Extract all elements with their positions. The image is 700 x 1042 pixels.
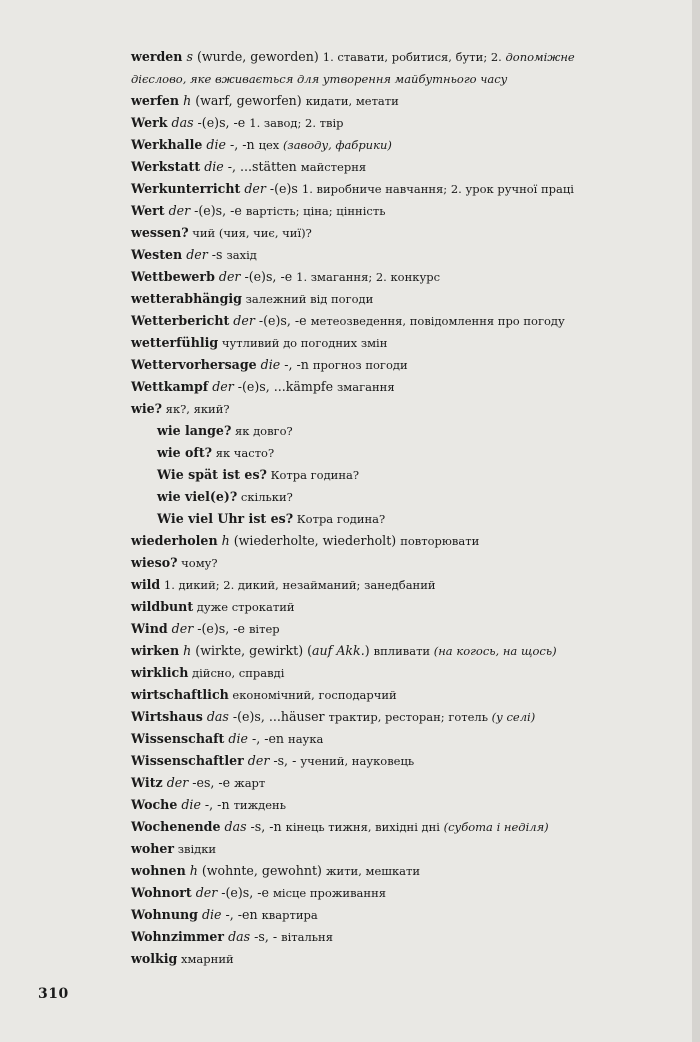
dictionary-entry xyxy=(131,178,631,200)
headword: wie? xyxy=(131,401,163,416)
translation-note: (на когось, на щось) xyxy=(433,644,557,658)
grammar-forms: -, -en xyxy=(251,731,289,746)
grammar-forms: -(e)s, -e xyxy=(194,203,246,218)
grammar-forms: ) xyxy=(364,643,374,658)
translation: вітальня xyxy=(281,930,333,944)
headword: Wirtshaus xyxy=(131,709,203,724)
translation: захід xyxy=(226,248,257,262)
grammar-label: das xyxy=(202,709,233,724)
grammar-label: der xyxy=(243,753,274,768)
grammar-forms: -, -en xyxy=(225,907,262,922)
grammar-forms: (warf, geworfen) xyxy=(195,93,306,108)
grammar-label: die xyxy=(256,357,285,372)
headword: Werkunterricht xyxy=(131,181,241,196)
grammar-forms: -es, -e xyxy=(192,775,235,790)
headword: wetterfühlig xyxy=(131,335,219,350)
grammar-label: der xyxy=(167,621,198,636)
dictionary-entry xyxy=(131,354,631,376)
translation: впливати xyxy=(373,644,434,658)
grammar-forms: (wurde, geworden) xyxy=(196,49,323,64)
grammar-label: die xyxy=(177,797,205,812)
dictionary-entry xyxy=(131,772,631,794)
translation: 1. ставати, робитися, бути; 2. xyxy=(322,50,506,64)
dictionary-entry xyxy=(131,398,631,420)
grammar-label: der xyxy=(240,181,270,196)
dictionary-entry xyxy=(131,244,631,266)
grammar-label: die xyxy=(224,731,252,746)
translation: вітер xyxy=(248,622,280,636)
dictionary-entry xyxy=(131,860,631,882)
headword: Wohnzimmer xyxy=(131,929,225,944)
translation: кидати, метати xyxy=(305,94,399,108)
translation: залежний від погоди xyxy=(241,292,374,306)
grammar-forms: -, -n xyxy=(229,137,259,152)
grammar-label: der xyxy=(162,775,193,790)
grammar-label: das xyxy=(224,929,255,944)
dictionary-entry xyxy=(131,948,631,970)
dictionary-entry xyxy=(131,112,631,134)
grammar-forms: -, -n xyxy=(204,797,234,812)
translation: дуже строкатий xyxy=(193,600,295,614)
translation: 1. виробниче навчання; 2. урок ручної праці xyxy=(301,182,574,196)
dictionary-entry xyxy=(131,332,631,354)
translation-note: (у селі) xyxy=(491,710,536,724)
headword: Wie viel Uhr ist es? xyxy=(157,511,294,526)
headword: Wohnung xyxy=(131,907,198,922)
grammar-label: das xyxy=(167,115,198,130)
headword: wiederholen xyxy=(131,533,218,548)
headword: Werkstatt xyxy=(131,159,201,174)
translation: тиждень xyxy=(233,798,286,812)
dictionary-entry xyxy=(131,574,631,596)
translation: кінець тижня, вихідні дні xyxy=(285,820,444,834)
translation: цех xyxy=(258,138,283,152)
headword: werden xyxy=(131,49,183,64)
translation: учений, науковець xyxy=(300,754,415,768)
dictionary-entry xyxy=(131,222,631,244)
grammar-forms: -, ...stätten xyxy=(227,159,301,174)
dictionary-entry xyxy=(131,596,631,618)
translation: хмарний xyxy=(177,952,234,966)
page-edge-shadow xyxy=(692,0,700,1042)
headword: wieso? xyxy=(131,555,178,570)
translation: чий (чия, чиє, чиї)? xyxy=(188,226,312,240)
grammar-label: das xyxy=(220,819,251,834)
dictionary-entry xyxy=(131,420,631,442)
grammar-forms: -(e)s, -e xyxy=(197,621,249,636)
headword: Wissenschaft xyxy=(131,731,225,746)
translation: прогноз погоди xyxy=(312,358,408,372)
translation: скільки? xyxy=(237,490,293,504)
grammar-label: h xyxy=(179,93,196,108)
headword: Werkhalle xyxy=(131,137,203,152)
grammar-forms: -(e)s, -e xyxy=(244,269,297,284)
grammar-forms: (wohnte, gewohnt) xyxy=(201,863,326,878)
translation: звідки xyxy=(174,842,217,856)
translation: наука xyxy=(288,732,324,746)
dictionary-entries xyxy=(131,46,631,970)
headword: wild xyxy=(131,577,161,592)
grammar-label: h xyxy=(217,533,234,548)
headword: wirken xyxy=(131,643,180,658)
dictionary-entry xyxy=(131,530,631,552)
dictionary-entry xyxy=(131,134,631,156)
translation: вартість; ціна; цінність xyxy=(245,204,386,218)
headword: wirklich xyxy=(131,665,189,680)
headword: wirtschaftlich xyxy=(131,687,229,702)
grammar-forms: -s xyxy=(211,247,227,262)
grammar-forms: -(e)s, -e xyxy=(221,885,273,900)
headword: wohnen xyxy=(131,863,186,878)
dictionary-entry xyxy=(131,706,631,728)
dictionary-entry xyxy=(131,508,631,530)
headword: Westen xyxy=(131,247,183,262)
translation: місце проживання xyxy=(272,886,386,900)
translation-note: (заводу, фабрики) xyxy=(282,138,392,152)
grammar-forms: (wiederholte, wiederholt) xyxy=(233,533,401,548)
grammar-label: s xyxy=(182,49,197,64)
dictionary-entry xyxy=(131,750,631,772)
grammar-label: die xyxy=(202,137,230,152)
headword: Witz xyxy=(131,775,163,790)
dictionary-entry xyxy=(131,926,631,948)
headword: Wettervorhersage xyxy=(131,357,257,372)
grammar-forms: -(e)s xyxy=(269,181,302,196)
dictionary-entry xyxy=(131,90,631,112)
dictionary-entry xyxy=(131,288,631,310)
translation: дійсно, справді xyxy=(188,666,285,680)
headword: wessen? xyxy=(131,225,189,240)
dictionary-entry xyxy=(131,200,631,222)
grammar-label: die xyxy=(200,159,228,174)
translation-note: (субота і неділя) xyxy=(443,820,549,834)
dictionary-entry xyxy=(131,266,631,288)
dictionary-entry xyxy=(131,728,631,750)
dictionary-entry xyxy=(131,310,631,332)
headword: Wind xyxy=(131,621,168,636)
headword: Wissenschaftler xyxy=(131,753,244,768)
headword: Wettkampf xyxy=(131,379,209,394)
headword: wie viel(e)? xyxy=(157,489,238,504)
grammar-label: h xyxy=(179,643,196,658)
grammar-label: h xyxy=(185,863,202,878)
translation: Котра година? xyxy=(266,468,360,482)
translation: як часто? xyxy=(212,446,275,460)
grammar-forms: -s, - xyxy=(273,753,301,768)
dictionary-entry xyxy=(131,640,631,662)
headword: Wert xyxy=(131,203,165,218)
translation: повторювати xyxy=(400,534,480,548)
translation: жити, мешкати xyxy=(325,864,421,878)
headword: Wie spät ist es? xyxy=(157,467,267,482)
headword: wetterabhängig xyxy=(131,291,242,306)
dictionary-entry xyxy=(131,464,631,486)
headword: wolkig xyxy=(131,951,178,966)
grammar-forms: -, -n xyxy=(284,357,313,372)
dictionary-entry xyxy=(131,552,631,574)
grammar-label: der xyxy=(214,269,245,284)
translation-note: допоміжне дієслово, яке вживається для утворення майбутнього часу xyxy=(131,50,575,86)
headword: Wohnort xyxy=(131,885,192,900)
headword: Woche xyxy=(131,797,178,812)
translation: 1. завод; 2. твір xyxy=(249,116,344,130)
translation: змагання xyxy=(337,380,395,394)
grammar-label: der xyxy=(208,379,238,394)
dictionary-entry xyxy=(131,662,631,684)
translation: Котра година? xyxy=(293,512,386,526)
translation: метеозведення, повідомлення про погоду xyxy=(310,314,565,328)
dictionary-entry xyxy=(131,838,631,860)
dictionary-entry xyxy=(131,46,631,90)
grammar-forms: -s, -n xyxy=(250,819,286,834)
dictionary-entry xyxy=(131,882,631,904)
dictionary-entry xyxy=(131,442,631,464)
translation: майстерня xyxy=(300,160,367,174)
headword: Wettbewerb xyxy=(131,269,215,284)
headword: Wochenende xyxy=(131,819,221,834)
grammar-label: die xyxy=(197,907,226,922)
dictionary-entry xyxy=(131,618,631,640)
translation: трактир, ресторан; готель xyxy=(328,710,492,724)
grammar-label: auf Akk. xyxy=(312,643,365,658)
translation: як?, який? xyxy=(162,402,230,416)
dictionary-entry xyxy=(131,684,631,706)
headword: Werk xyxy=(131,115,168,130)
headword: werfen xyxy=(131,93,180,108)
dictionary-entry xyxy=(131,904,631,926)
dictionary-entry xyxy=(131,156,631,178)
translation: 1. змагання; 2. конкурс xyxy=(296,270,441,284)
headword: wildbunt xyxy=(131,599,194,614)
translation: 1. дикий; 2. дикий, незайманий; занедбаний xyxy=(160,578,436,592)
headword: Wetterbericht xyxy=(131,313,230,328)
page-number: 310 xyxy=(38,986,69,1002)
dictionary-entry xyxy=(131,794,631,816)
translation: жарт xyxy=(234,776,266,790)
dictionary-entry xyxy=(131,376,631,398)
grammar-forms: -(e)s, ...häuser xyxy=(232,709,329,724)
grammar-label: der xyxy=(191,885,222,900)
grammar-forms: (wirkte, gewirkt) ( xyxy=(195,643,313,658)
dictionary-entry xyxy=(131,486,631,508)
grammar-label: der xyxy=(182,247,212,262)
translation: чому? xyxy=(177,556,218,570)
grammar-forms: -(e)s, ...kämpfe xyxy=(237,379,338,394)
translation: як довго? xyxy=(231,424,293,438)
grammar-forms: -(e)s, -e xyxy=(258,313,311,328)
grammar-label: der xyxy=(229,313,259,328)
grammar-forms: -s, - xyxy=(254,929,282,944)
grammar-forms: -(e)s, -e xyxy=(197,115,250,130)
headword: wie oft? xyxy=(157,445,213,460)
dictionary-entry xyxy=(131,816,631,838)
translation: чутливий до погодних змін xyxy=(218,336,388,350)
grammar-label: der xyxy=(164,203,195,218)
translation: економічний, господарчий xyxy=(228,688,397,702)
headword: wie lange? xyxy=(157,423,232,438)
headword: woher xyxy=(131,841,175,856)
translation: квартира xyxy=(261,908,318,922)
